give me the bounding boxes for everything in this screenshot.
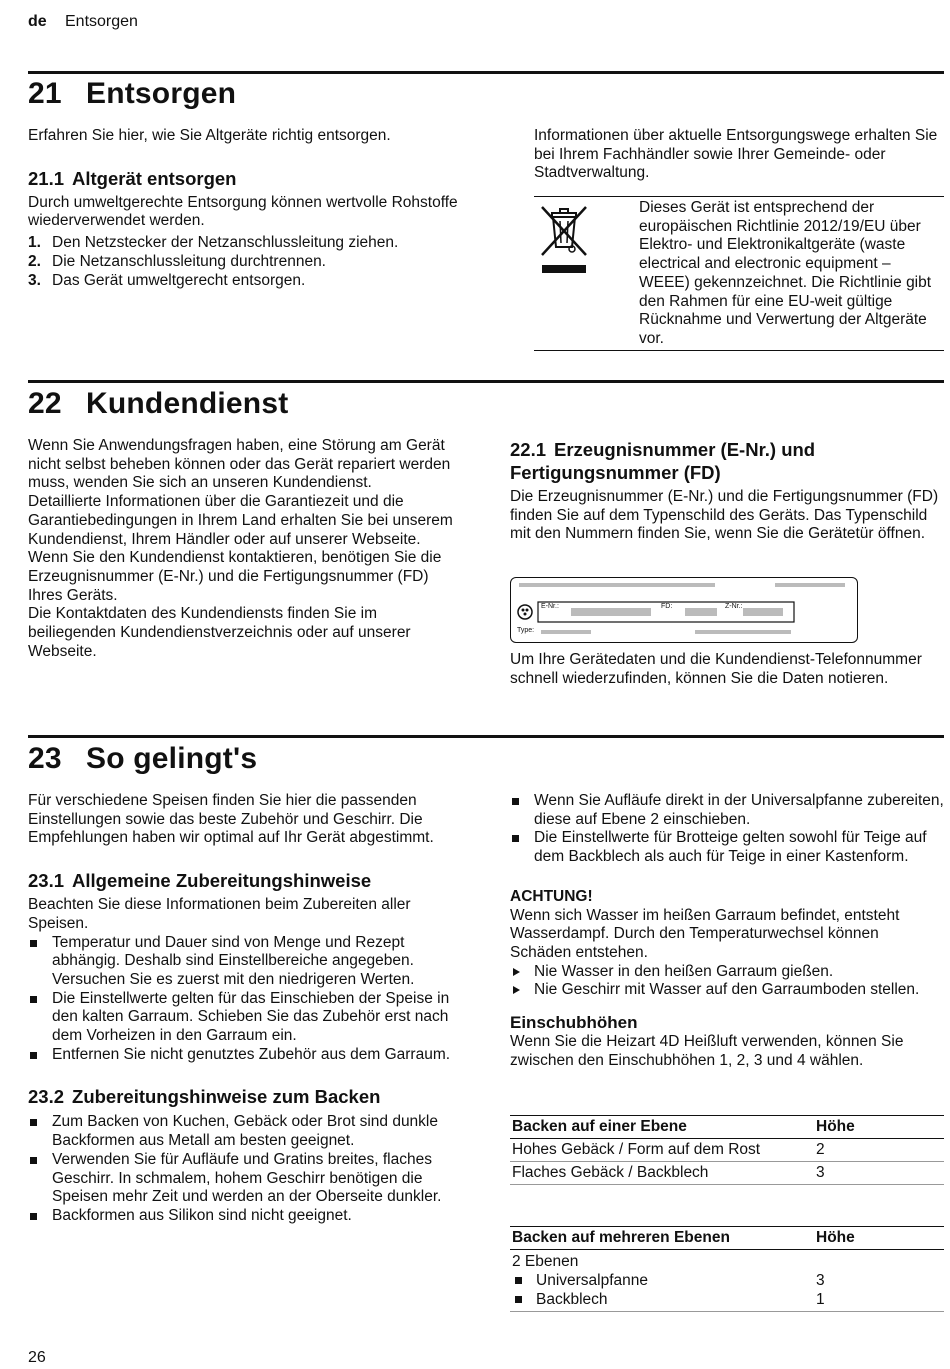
- list-item: [28, 1113, 463, 1150]
- list-item: [28, 252, 468, 271]
- level-group-label: 2 Ebenen: [512, 1253, 579, 1270]
- step-text: Den Netzstecker der Netzanschlussleitung ziehen.: [52, 234, 399, 252]
- baking-hints-list: [28, 1113, 463, 1225]
- step-number: 3.: [28, 272, 41, 290]
- rating-plate-graphic: [511, 578, 857, 642]
- plate-type-label: Type:: [517, 627, 535, 634]
- list-item: [28, 1207, 463, 1226]
- section-21-right: [534, 127, 944, 183]
- table-header: Backen auf mehreren Ebenen: [510, 1227, 814, 1250]
- subsection-number: 21.1: [28, 167, 65, 189]
- bullet-icon: [515, 1296, 522, 1303]
- subsection-21-1-heading: [28, 167, 468, 190]
- list-item: [510, 829, 944, 866]
- header-language: de: [28, 13, 47, 30]
- list-item-text: Wenn Sie Aufläufe direkt in der Universalpfanne zubereiten, diese auf Ebene 2 einschieben.: [534, 792, 944, 828]
- warning-actions: [510, 963, 944, 1000]
- list-item: [28, 990, 463, 1046]
- list-item: [510, 981, 944, 1000]
- bullet-icon: [515, 1277, 522, 1284]
- step-text: Die Netzanschlussleitung durchtrennen.: [52, 253, 326, 271]
- bullet-icon: [512, 798, 519, 805]
- list-item-text: Nie Geschirr mit Wasser auf den Garraumboden stellen.: [534, 981, 920, 999]
- general-hints-list: [28, 934, 463, 1065]
- list-item-text: Backblech: [536, 1291, 608, 1308]
- list-item-text: Backformen aus Silikon sind nicht geeignet.: [52, 1206, 352, 1224]
- table-row: [510, 1250, 944, 1312]
- plate-enr-label: E-Nr.:: [541, 603, 559, 610]
- header-title: Entsorgen: [65, 13, 138, 30]
- subsection-22-1-text: Die Erzeugnisnummer (E-Nr.) und die Fertigungsnummer (FD) finden Sie auf dem Typenschild des Geräts. Das Typenschild mit den Nummern finden Sie, wenn Sie die Gerätetür öffnen.: [510, 488, 939, 543]
- table-row: [510, 1139, 944, 1162]
- warning-title: ACHTUNG!: [510, 887, 593, 905]
- bullet-icon: [30, 940, 37, 947]
- list-item-text: Universalpfanne: [536, 1272, 649, 1289]
- arrow-bullet-icon: [513, 968, 520, 976]
- subsection-23-1-heading: [28, 869, 463, 892]
- weee-crossed-bin-icon: [538, 203, 590, 275]
- section-number: 21: [28, 77, 62, 110]
- list-item: [512, 1271, 812, 1290]
- list-item: [28, 934, 463, 990]
- subsection-title: Allgemeine Zubereitungshinweise: [72, 870, 372, 892]
- table-header: Höhe: [814, 1116, 944, 1139]
- subsection-23-1-text: Beachten Sie diese Informationen beim Zubereiten aller Speisen.: [28, 896, 411, 932]
- list-item: [28, 271, 468, 290]
- service-paragraph: Wenn Sie Anwendungsfragen haben, eine Störung am Gerät nicht selbst beheben können oder das Gerät repariert werden muss, wenden Sie sich an unseren Kundendienst.: [28, 437, 451, 492]
- arrow-bullet-icon: [513, 986, 520, 994]
- section-rule-21: [28, 71, 944, 74]
- list-item-text: Die Einstellwerte für Brotteige gelten sowohl für Teige auf dem Backblech als auch für Teige in einer Kastenform.: [534, 829, 927, 866]
- table-cell: [510, 1250, 814, 1312]
- level-value: 3: [816, 1272, 825, 1289]
- list-item: [28, 1151, 463, 1207]
- weee-notice: [534, 196, 944, 351]
- section-22-left: [28, 437, 460, 661]
- einschub-heading: Einschubhöhen: [510, 1013, 638, 1033]
- plate-note: Um Ihre Gerätedaten und die Kundendienst-Telefonnummer schnell wiederzufinden, können Sie die Daten notieren.: [510, 651, 922, 687]
- single-level-table: [510, 1115, 944, 1185]
- section-rule-23: [28, 735, 944, 738]
- page-number: 26: [28, 1349, 46, 1366]
- weee-text: Dieses Gerät ist entsprechend der europäischen Richtlinie 2012/19/EU über Elektro- und Elektronikaltgeräte (waste electrical and electronic equipment – WEEE) gekennzeichnet. Die Richtlinie gibt den Rahmen für eine EU-weit gültige Rücknahme und Verwertung der Altgeräte vor.: [639, 199, 932, 347]
- section-number: 22: [28, 387, 62, 420]
- list-item-text: Zum Backen von Kuchen, Gebäck oder Brot sind dunkle Backformen aus Metall am besten geeignet.: [52, 1113, 438, 1150]
- service-paragraph: Detaillierte Informationen über die Garantiezeit und die Garantiebedingungen in Ihrem Land erhalten Sie bei unserem Kundendienst, Ihrem Händler oder auf unserer Webseite.: [28, 493, 453, 548]
- list-item-text: Entfernen Sie nicht genutztes Zubehör aus dem Garraum.: [52, 1045, 451, 1063]
- section-number: 23: [28, 742, 62, 775]
- subsection-title: Zubereitungshinweise zum Backen: [72, 1086, 381, 1108]
- section-title: Entsorgen: [86, 77, 237, 110]
- subsection-22-1-heading: [510, 438, 944, 484]
- bullet-icon: [30, 1119, 37, 1126]
- section-title: Kundendienst: [86, 387, 289, 420]
- list-item: [28, 233, 468, 252]
- bullet-icon: [30, 996, 37, 1003]
- subsection-21-1-text: Durch umweltgerechte Entsorgung können wertvolle Rohstoffe wiederverwendet werden.: [28, 193, 458, 230]
- table-cell: 2: [814, 1139, 944, 1162]
- bullet-icon: [30, 1052, 37, 1059]
- section-23-right: [510, 792, 944, 1070]
- step-number: 2.: [28, 253, 41, 271]
- bullet-icon: [30, 1157, 37, 1164]
- list-item-text: Die Einstellwerte gelten für das Einschieben der Speise in den kalten Garraum. Schieben Sie das Zubehör erst nach dem Vorheizen in den Garraum ein.: [52, 989, 450, 1045]
- section-23-heading: [28, 742, 257, 776]
- section-22-heading: [28, 387, 288, 421]
- table-header: Höhe: [814, 1227, 944, 1250]
- list-item-text: Nie Wasser in den heißen Garraum gießen.: [534, 962, 834, 980]
- level-value: 1: [816, 1291, 825, 1308]
- multi-level-table: [510, 1226, 944, 1312]
- section-rule-22: [28, 380, 944, 383]
- table-cell: [814, 1250, 944, 1312]
- subsection-title: Erzeugnisnummer (E-Nr.) und Fertigungsnummer (FD): [510, 439, 816, 483]
- bullet-icon: [512, 835, 519, 842]
- service-paragraph: Wenn Sie den Kundendienst kontaktieren, benötigen Sie die Erzeugnisnummer (E-Nr.) und die Fertigungsnummer (FD) Ihres Geräts.: [28, 549, 442, 604]
- plate-znr-label: Z-Nr.:: [725, 603, 743, 610]
- subsection-number: 23.2: [28, 1086, 65, 1108]
- table-row: [510, 1162, 944, 1185]
- table-cell: 3: [814, 1162, 944, 1185]
- baking-hints-list-continued: [510, 792, 944, 867]
- list-item-text: Temperatur und Dauer sind von Menge und Rezept abhängig. Deshalb sind Einstellbereiche angegeben. Versuchen Sie es zuerst mit den niedrigeren Werten.: [52, 933, 415, 988]
- section-23-left: [28, 792, 463, 1226]
- service-paragraph: Die Kontaktdaten des Kundendiensts finden Sie im beiliegenden Kundendienstverzeichnis oder auf unserer Webseite.: [28, 605, 411, 660]
- list-item: [510, 963, 944, 982]
- subsection-title: Altgerät entsorgen: [72, 167, 237, 189]
- table-cell: Hohes Gebäck / Form auf dem Rost: [510, 1139, 814, 1162]
- section-23-intro: Für verschiedene Speisen finden Sie hier die passenden Einstellungen sowie das beste Zubehör und Geschirr. Die Empfehlungen haben wir optimal auf Ihr Gerät abgestimmt.: [28, 792, 434, 847]
- list-item: [510, 792, 944, 829]
- step-number: 1.: [28, 234, 41, 252]
- section-22-right: [510, 438, 944, 544]
- step-text: Das Gerät umweltgerecht entsorgen.: [52, 272, 306, 290]
- list-item: [28, 1046, 463, 1065]
- subsection-number: 23.1: [28, 870, 65, 892]
- plate-fd-label: FD:: [661, 603, 673, 610]
- section-22-note: [510, 651, 944, 688]
- table-cell: Flaches Gebäck / Backblech: [510, 1162, 814, 1185]
- subsection-23-2-heading: [28, 1085, 463, 1108]
- section-21-heading: [28, 77, 236, 111]
- section-21-intro: Erfahren Sie hier, wie Sie Altgeräte richtig entsorgen.: [28, 127, 391, 144]
- disposal-steps: [28, 233, 468, 290]
- rating-plate-illustration: [510, 577, 858, 643]
- bullet-icon: [30, 1213, 37, 1220]
- list-item: [512, 1290, 812, 1309]
- list-item-text: Verwenden Sie für Aufläufe und Gratins breites, flaches Geschirr. In schmalem, hohem Geschirr benötigen die Speisen mehr Zeit und werden an der Oberseite dunkler.: [52, 1150, 442, 1206]
- warning-text: Wenn sich Wasser im heißen Garraum befindet, entsteht Wasserdampf. Durch den Temperaturwechsel können Schäden entstehen.: [510, 906, 900, 961]
- subsection-number: 22.1: [510, 439, 547, 460]
- section-21-left: [28, 127, 468, 290]
- disposal-info: Informationen über aktuelle Entsorgungswege erhalten Sie bei Ihrem Fachhändler sowie Ihrer Gemeinde- oder Stadtverwaltung.: [534, 127, 938, 182]
- table-header: Backen auf einer Ebene: [510, 1116, 814, 1139]
- einschub-text: Wenn Sie die Heizart 4D Heißluft verwenden, können Sie zwischen den Einschubhöhen 1, 2, 3 und 4 wählen.: [510, 1033, 904, 1069]
- section-title: So gelingt's: [86, 742, 258, 775]
